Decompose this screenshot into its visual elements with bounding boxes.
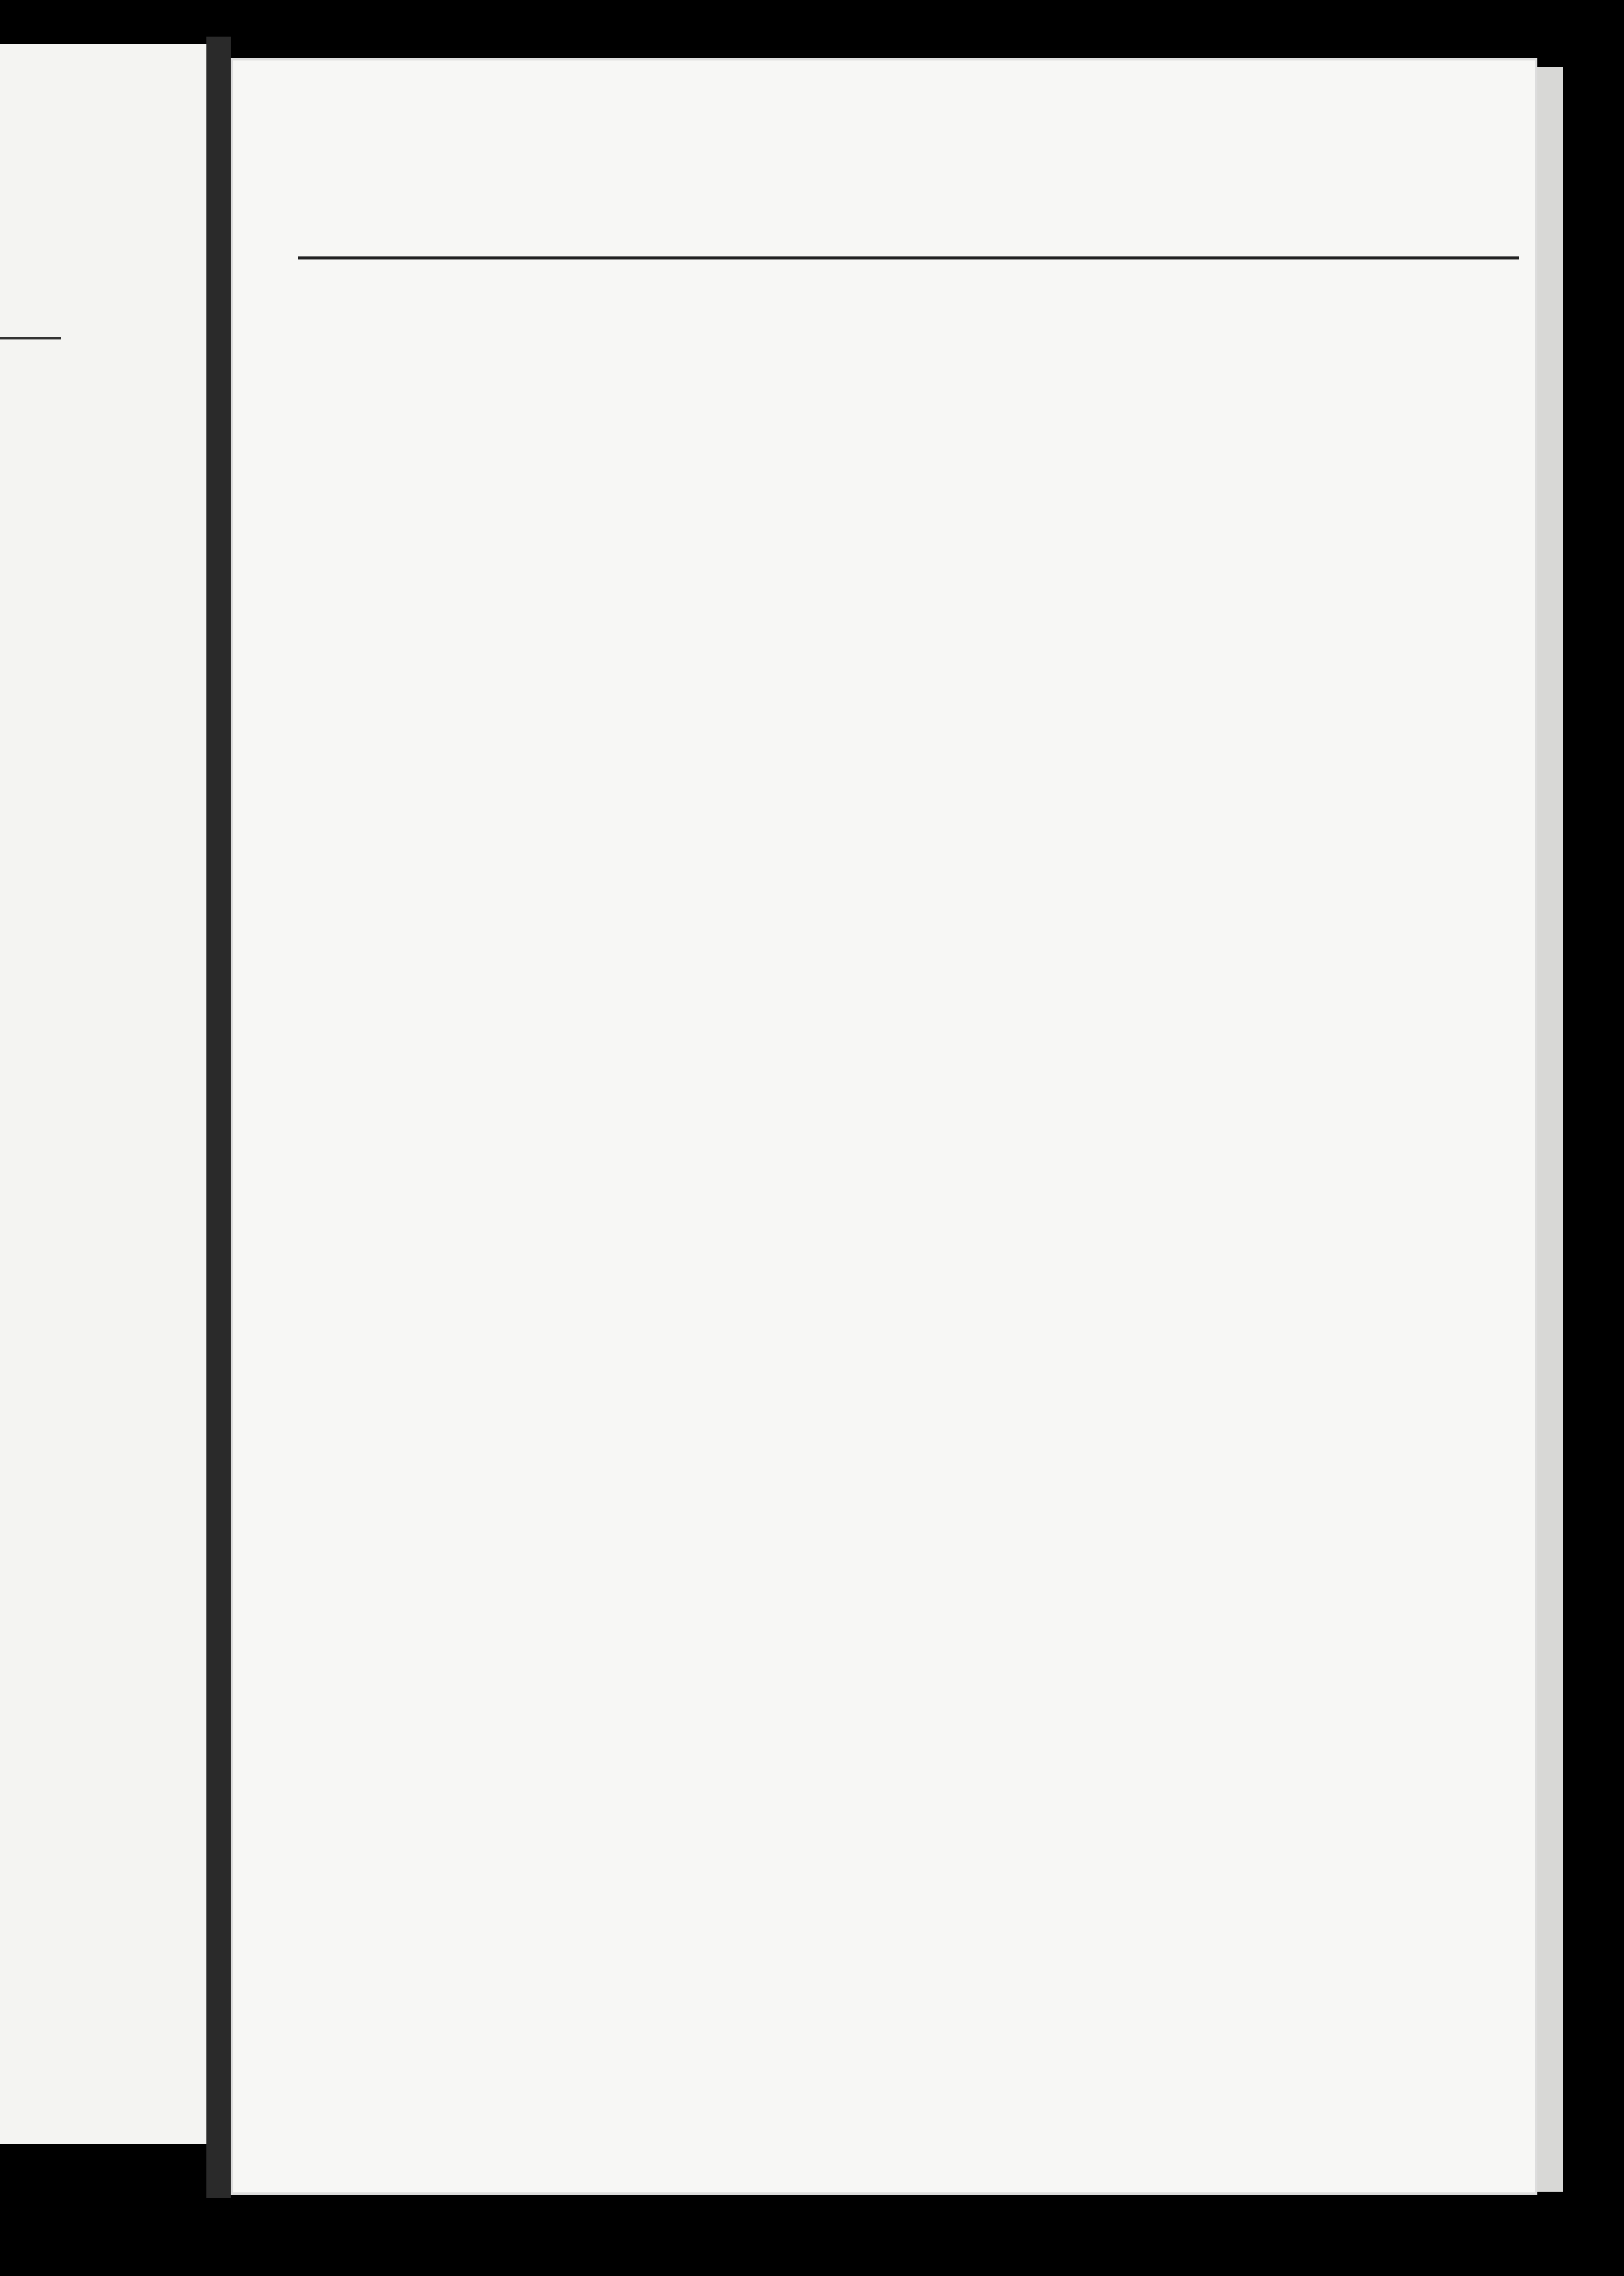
title-rule bbox=[298, 256, 1519, 259]
register-page bbox=[231, 58, 1537, 2195]
page-edge bbox=[1537, 67, 1563, 2192]
previous-page-fragment bbox=[0, 44, 210, 2144]
book-gutter bbox=[206, 37, 231, 2198]
prev-page-rule bbox=[0, 337, 61, 339]
